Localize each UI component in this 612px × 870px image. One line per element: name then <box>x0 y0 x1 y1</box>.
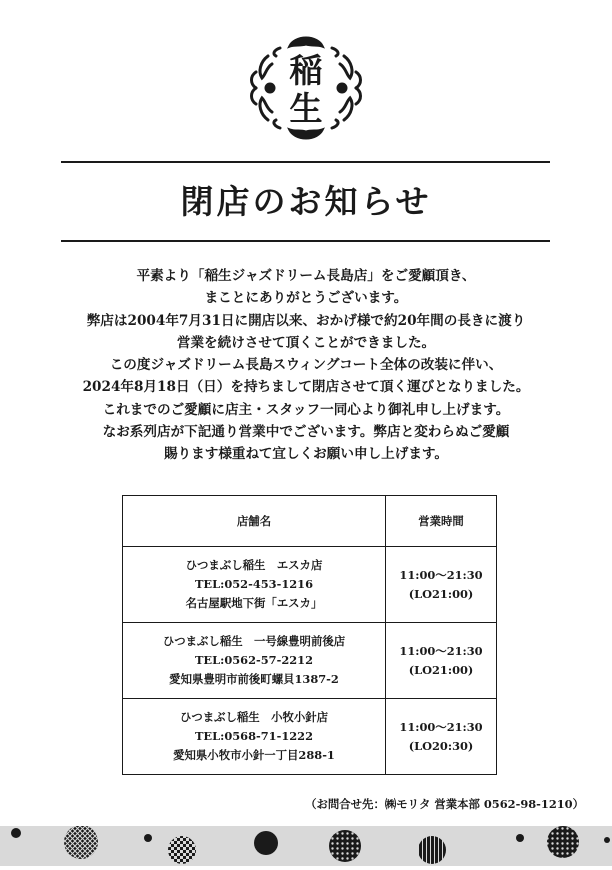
contact-info: （お問合せ先：㈱モリタ 営業本部 0562-98-1210） <box>305 797 584 811</box>
title-rule-bottom <box>61 240 550 242</box>
store-name: ひつまぶし稲生 エスカ店 <box>185 558 323 572</box>
store-last-order: (LO21:00) <box>408 662 474 677</box>
store-hours: 11:00～21:30 <box>399 643 483 658</box>
table-header-row <box>123 496 497 547</box>
notice-line: 賜ります様重ねて宜しくお願い申し上げます。 <box>163 446 449 463</box>
store-tel: TEL:0568-71-1222 <box>194 729 314 743</box>
logo-char-2: 生 <box>289 89 323 128</box>
notice-line: まことにありがとうございます。 <box>204 290 408 307</box>
store-address: 愛知県豊明市前後町螺貝1387-2 <box>169 672 339 686</box>
title-rule-top <box>61 161 550 163</box>
inao-logo <box>246 32 366 144</box>
notice-line: 営業を続けさせて頂くことができました。 <box>176 334 436 351</box>
page-title: 閉店のお知らせ <box>180 182 432 221</box>
store-cell <box>123 547 386 623</box>
table-row <box>123 623 497 699</box>
store-hours: 11:00～21:30 <box>399 567 483 582</box>
store-name: ひつまぶし稲生 一号線豊明前後店 <box>162 634 346 648</box>
store-tel: TEL:0562-57-2212 <box>194 653 314 667</box>
store-name: ひつまぶし稲生 小牧小針店 <box>179 710 329 724</box>
store-cell <box>123 699 386 775</box>
hours-cell <box>386 699 497 775</box>
notice-line: これまでのご愛顧に店主・スタッフ一同心より御礼申し上げます。 <box>102 401 510 418</box>
notice-body <box>60 265 552 466</box>
store-table <box>122 495 497 775</box>
store-address: 名古屋駅地下街「エスカ」 <box>185 596 323 610</box>
store-last-order: (LO21:00) <box>408 586 474 601</box>
hours-cell <box>386 623 497 699</box>
notice-line: 2024年8月18日（日）を持ちまして閉店させて頂く運びとなりました。 <box>82 379 530 396</box>
table-row <box>123 547 497 623</box>
logo-char-1: 稲 <box>289 51 323 90</box>
store-hours: 11:00～21:30 <box>399 719 483 734</box>
header-store-name: 店舗名 <box>123 496 386 547</box>
store-tel: TEL:052-453-1216 <box>194 577 314 591</box>
store-last-order: (LO20:30) <box>408 738 474 753</box>
notice-line: 弊店は2004年7月31日に開店以来、おかげ様で約20年間の長きに渡り <box>86 312 526 329</box>
store-cell <box>123 623 386 699</box>
notice-line: なお系列店が下記通り営業中でございます。弊店と変わらぬご愛顧 <box>102 424 510 441</box>
table-row <box>123 699 497 775</box>
store-address: 愛知県小牧市小針一丁目288-1 <box>173 748 335 762</box>
footer-band <box>0 826 612 866</box>
footer-pattern <box>0 826 612 866</box>
notice-line: この度ジャズドリーム長島スウィングコート全体の改装に伴い、 <box>109 357 503 374</box>
hours-cell <box>386 547 497 623</box>
notice-line: 平素より「稲生ジャズドリーム長島店」をご愛顧頂き、 <box>136 268 476 284</box>
header-hours: 営業時間 <box>386 496 497 547</box>
